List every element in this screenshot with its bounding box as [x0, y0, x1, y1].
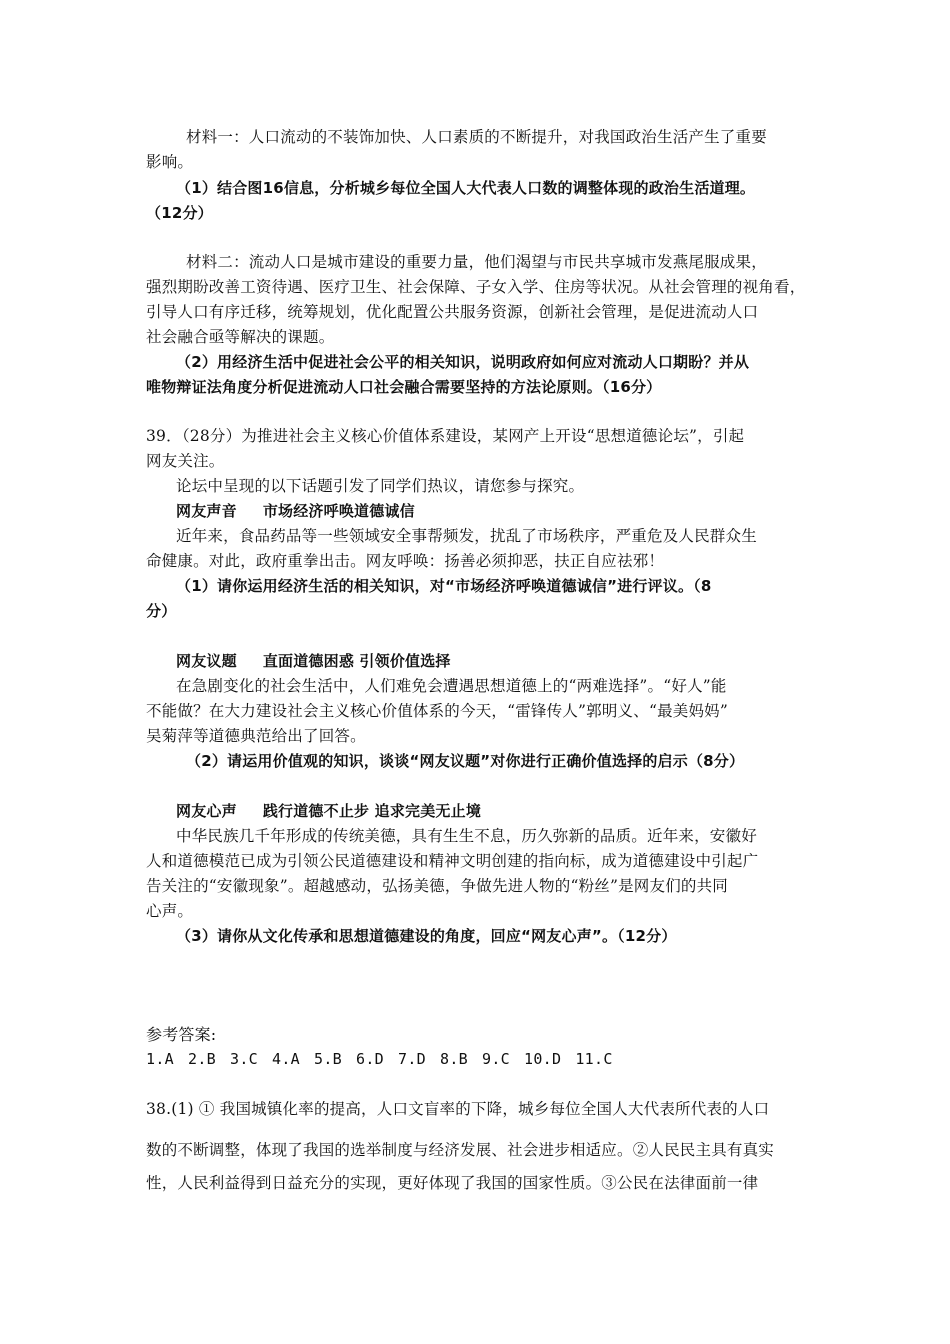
answer-5: 5.B — [314, 1050, 342, 1068]
topic3-question-line1: （3）请你从文化传承和思想道德建设的角度，回应“网友心声”。（12分） — [176, 927, 677, 945]
topic1-question-line1: （1）请你运用经济生活的相关知识，对“市场经济呼唤道德诚信”进行评议。（8 — [176, 577, 712, 595]
topic3-body-line3: 告关注的“安徽现象”。超越感动，弘扬美德，争做先进人物的“粉丝”是网友们的共同 — [146, 877, 728, 895]
topic1-title: 市场经济呼唤道德诚信 — [262, 502, 415, 520]
topic2-label: 网友议题 — [176, 652, 237, 670]
reference-answers-title: 参考答案: — [146, 1025, 217, 1044]
topic2-question-line1: （2）请运用价值观的知识，谈谈“网友议题”对你进行正确价值选择的启示（8分） — [186, 752, 745, 770]
answer-38-line3: 性，人民利益得到日益充分的实现，更好体现了我国的国家性质。③公民在法律面前一律 — [146, 1174, 759, 1192]
topic3-label: 网友心声 — [176, 802, 237, 820]
topic2-body-line1: 在急剧变化的社会生活中，人们难免会遭遇思想道德上的“两难选择”。“好人”能 — [176, 677, 727, 695]
answer-9: 9.C — [482, 1050, 510, 1068]
topic1-heading — [176, 500, 816, 522]
topic2-title: 直面道德困惑 引领价值选择 — [262, 652, 451, 670]
material2-text-line2: 强烈期盼改善工资待遇、医疗卫生、社会保障、子女入学、住房等状况。从社会管理的视角看， — [146, 278, 806, 296]
answer-3: 3.C — [230, 1050, 258, 1068]
topic3-body-line2: 人和道德模范已成为引领公民道德建设和精神文明创建的指向标，成为道德建设中引起广 — [146, 852, 759, 870]
topic1-label: 网友声音 — [176, 502, 237, 520]
topic2-body-line2: 不能做？在大力建设社会主义核心价值体系的今天，“雷锋传人”郭明义、“最美妈妈” — [146, 702, 728, 720]
topic3-heading — [176, 800, 816, 822]
answer-11: 11.C — [575, 1050, 613, 1068]
material2-text-line1: 材料二：流动人口是城市建设的重要力量，他们渴望与市民共享城市发燕尾服成果， — [186, 253, 767, 271]
topic3-title: 践行道德不止步 追求完美无止境 — [262, 802, 482, 820]
answer-2: 2.B — [188, 1050, 216, 1068]
topic3-body-line1: 中华民族几千年形成的传统美德，具有生生不息，历久弥新的品质。近年来，安徽好 — [176, 827, 757, 845]
topic1-body-line2: 命健康。对此，政府重拳出击。网友呼唤：扬善必须抑恶，扶正自应祛邪！ — [146, 552, 665, 570]
question-38-2-line2: 唯物辩证法角度分析促进流动人口社会融合需要坚持的方法论原则。（16分） — [146, 378, 662, 396]
question-39-intro-line3: 论坛中呈现的以下话题引发了同学们热议，请您参与探究。 — [176, 477, 585, 495]
answer-38-line2: 数的不断调整，体现了我国的选举制度与经济发展、社会进步相适应。②人民民主具有真实 — [146, 1141, 775, 1159]
topic2-heading — [176, 650, 816, 672]
answer-1: 1.A — [146, 1050, 174, 1068]
answer-8: 8.B — [440, 1050, 468, 1068]
topic1-body-line1: 近年来，食品药品等一些领域安全事帮频发，扰乱了市场秩序，严重危及人民群众生 — [176, 527, 757, 545]
material1-text-line1: 材料一：人口流动的不装饰加快、人口素质的不断提升，对我国政治生活产生了重要 — [186, 128, 767, 146]
topic1-question-line2: 分） — [146, 602, 177, 620]
material2-text-line3: 引导人口有序迁移，统筹规划，优化配置公共服务资源，创新社会管理，是促进流动人口 — [146, 303, 759, 321]
answer-4: 4.A — [272, 1050, 300, 1068]
question-39-intro-line2: 网友关注。 — [146, 452, 225, 470]
answer-38-line1: 38.(1) ① 我国城镇化率的提高，人口文盲率的下降，城乡每位全国人大代表所代表的人口 — [146, 1100, 770, 1118]
material1-text-line2: 影响。 — [146, 153, 194, 171]
answer-7: 7.D — [398, 1050, 426, 1068]
topic2-body-line3: 吴菊萍等道德典范给出了回答。 — [146, 727, 366, 745]
question-38-2-line1: （2）用经济生活中促进社会公平的相关知识，说明政府如何应对流动人口期盼？并从 — [176, 353, 750, 371]
answer-6: 6.D — [356, 1050, 384, 1068]
question-39-intro-line1: 39．（28分）为推进社会主义核心价值体系建设，某网产上开设“思想道德论坛”，引起 — [146, 427, 745, 445]
question-38-1-line1: （1）结合图16信息，分析城乡每位全国人大代表人口数的调整体现的政治生活道理。 — [176, 179, 756, 197]
topic3-body-line4: 心声。 — [146, 902, 194, 920]
question-38-1-line2: （12分） — [146, 204, 213, 222]
answer-10: 10.D — [524, 1050, 562, 1068]
answer-key-row — [146, 1048, 816, 1070]
material2-text-line4: 社会融合亟等解决的课题。 — [146, 328, 335, 346]
